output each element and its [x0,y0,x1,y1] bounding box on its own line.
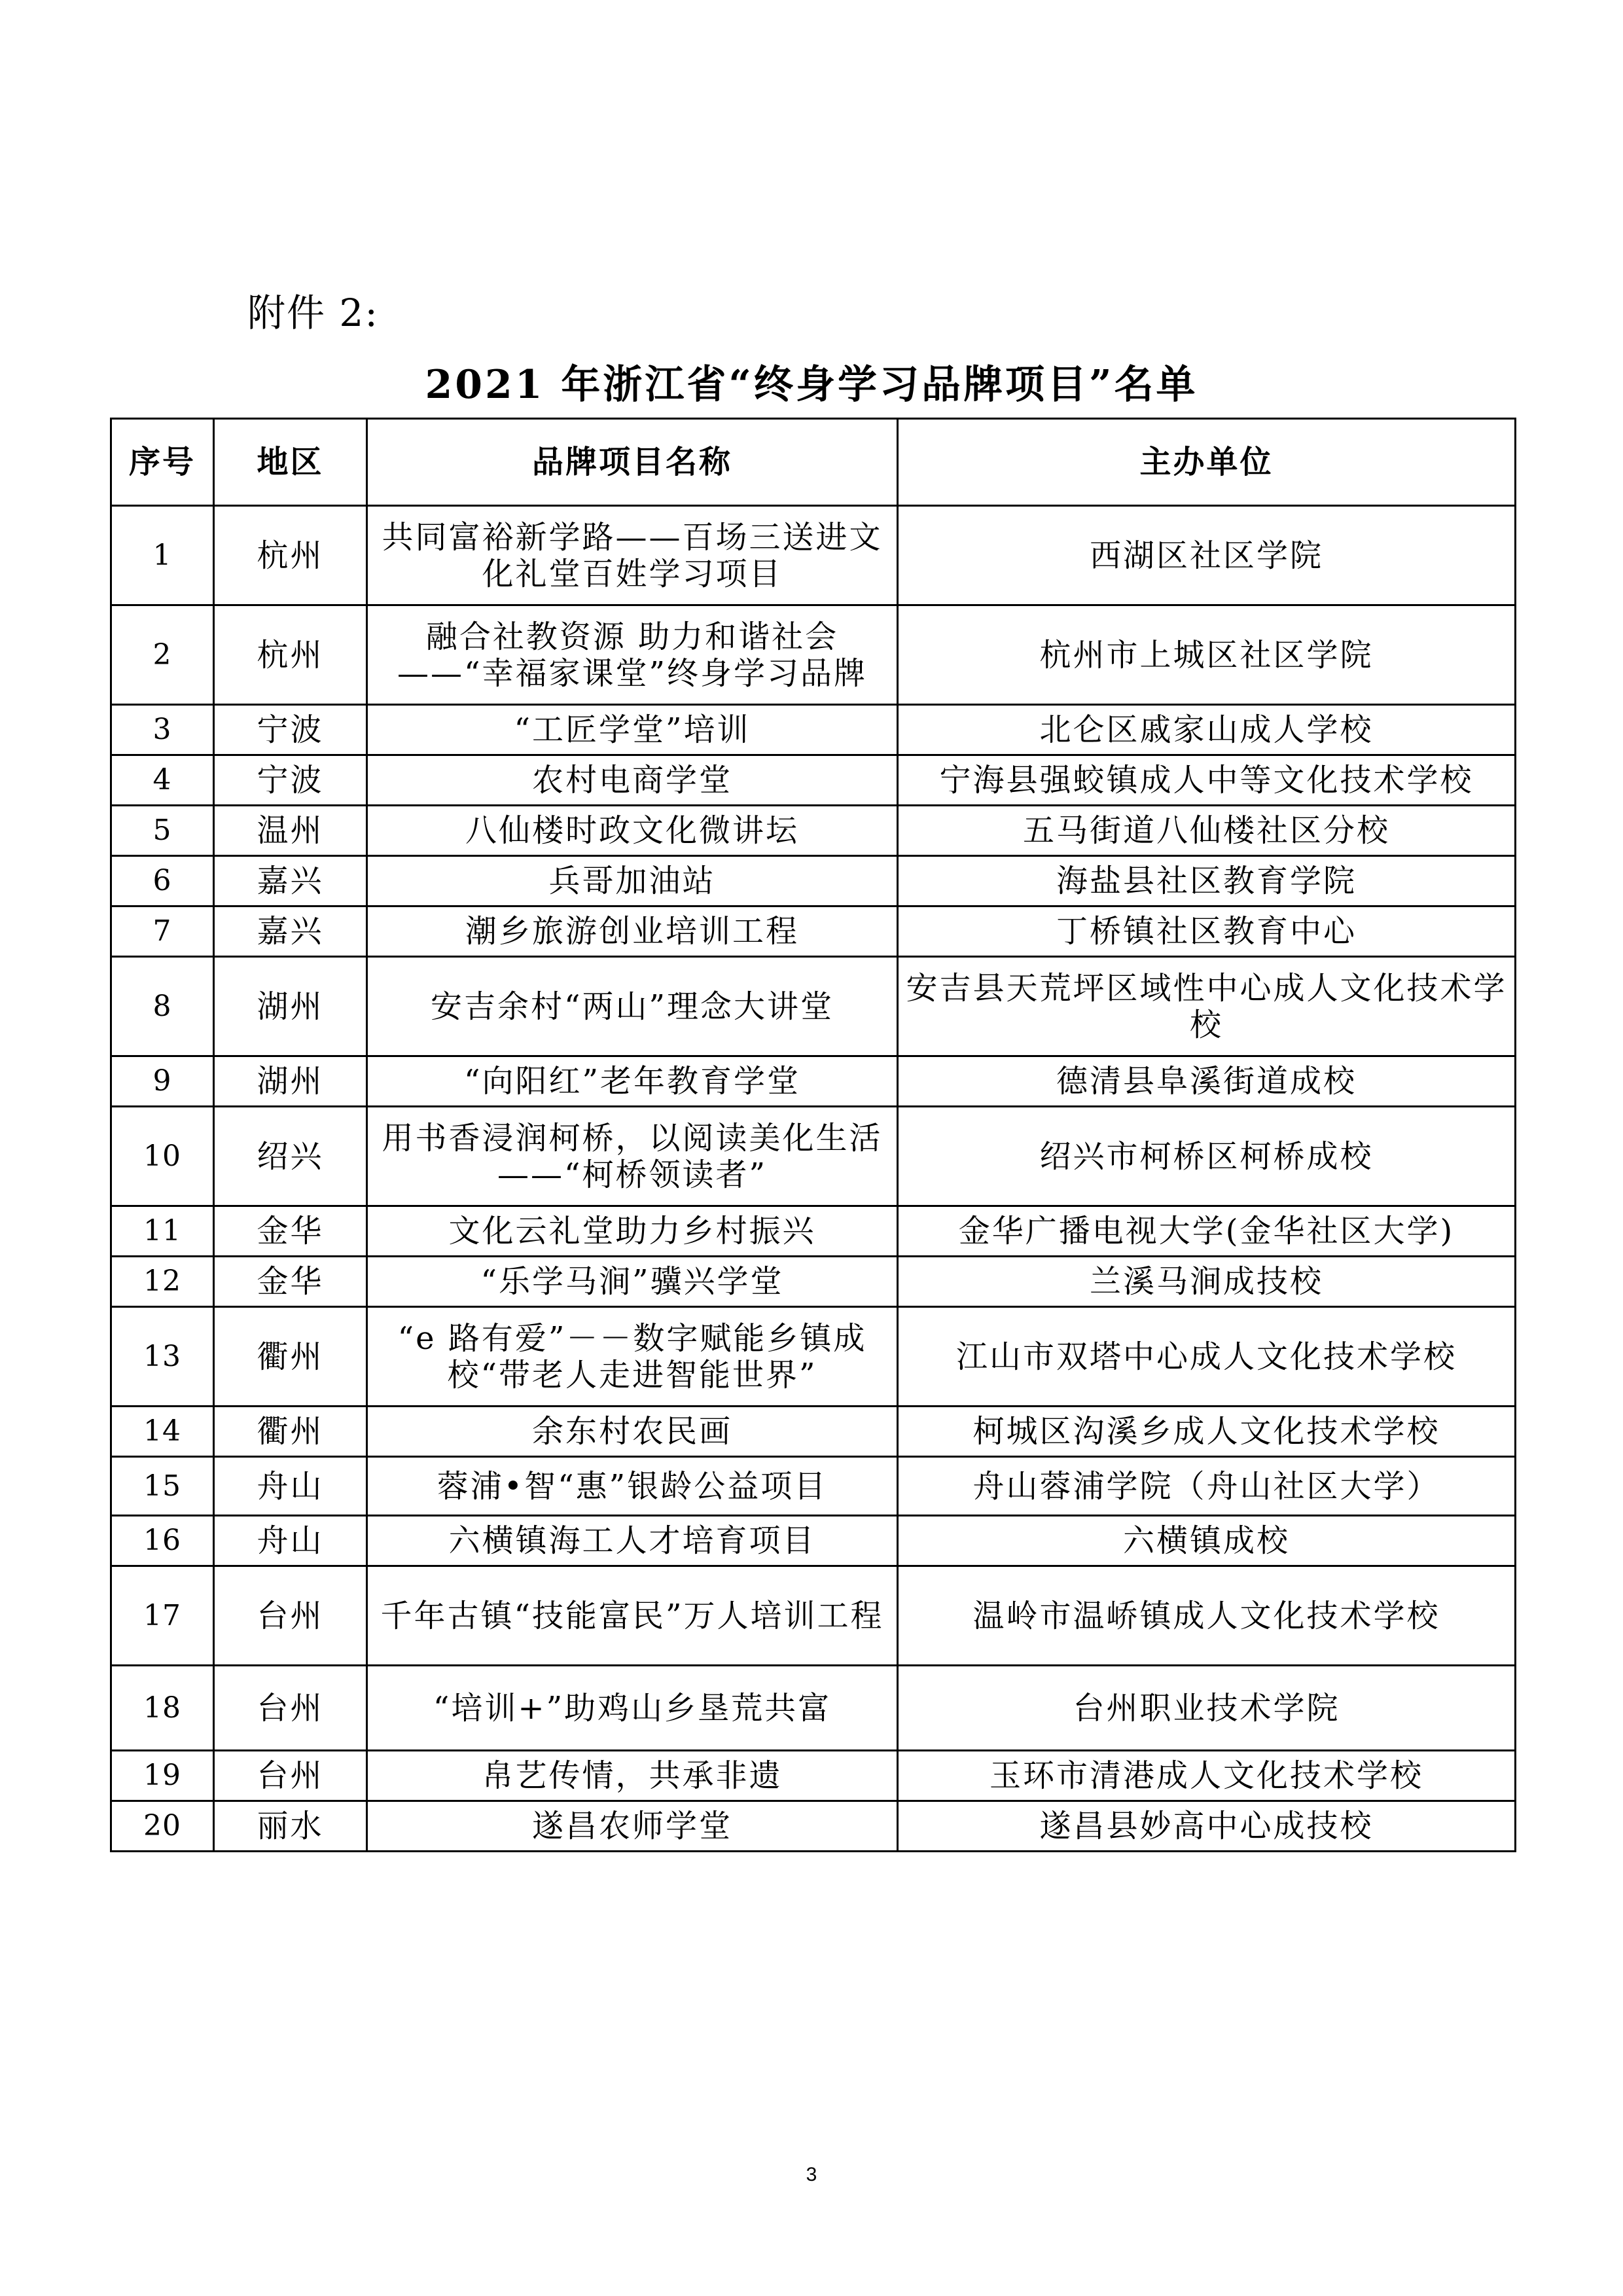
cell-region: 舟山 [214,1457,367,1516]
cell-project-name: 融合社教资源 助力和谐社会——“幸福家课堂”终身学习品牌 [367,605,898,705]
cell-project-name: “向阳红”老年教育学堂 [367,1056,898,1107]
cell-region: 舟山 [214,1516,367,1566]
cell-project-name: 八仙楼时政文化微讲坛 [367,806,898,856]
table-row [111,1751,1516,1801]
cell-organizer: 海盐县社区教育学院 [898,856,1516,906]
table-row [111,856,1516,906]
table-header-row [111,419,1516,506]
table-row [111,705,1516,755]
table-row [111,1566,1516,1666]
cell-index: 20 [111,1801,214,1852]
table-row [111,806,1516,856]
cell-region: 衢州 [214,1307,367,1407]
cell-index: 12 [111,1257,214,1307]
cell-project-name: 余东村农民画 [367,1407,898,1457]
cell-region: 金华 [214,1257,367,1307]
cell-index: 3 [111,705,214,755]
cell-project-name: 共同富裕新学路——百场三送进文化礼堂百姓学习项目 [367,506,898,605]
cell-project-name: 潮乡旅游创业培训工程 [367,906,898,957]
table-row [111,1457,1516,1516]
table-row [111,1407,1516,1457]
cell-organizer: 杭州市上城区社区学院 [898,605,1516,705]
cell-index: 7 [111,906,214,957]
table-row [111,1257,1516,1307]
cell-region: 丽水 [214,1801,367,1852]
table-row [111,506,1516,605]
cell-region: 湖州 [214,1056,367,1107]
cell-region: 湖州 [214,957,367,1056]
cell-project-name: “工匠学堂”培训 [367,705,898,755]
cell-project-name: 文化云礼堂助力乡村振兴 [367,1206,898,1257]
cell-region: 台州 [214,1566,367,1666]
cell-index: 2 [111,605,214,705]
cell-project-name: “培训+”助鸡山乡垦荒共富 [367,1666,898,1751]
cell-index: 9 [111,1056,214,1107]
cell-region: 衢州 [214,1407,367,1457]
cell-index: 8 [111,957,214,1056]
cell-region: 台州 [214,1751,367,1801]
cell-organizer: 柯城区沟溪乡成人文化技术学校 [898,1407,1516,1457]
table-row [111,1107,1516,1206]
cell-organizer: 台州职业技术学院 [898,1666,1516,1751]
table-row [111,957,1516,1056]
cell-index: 15 [111,1457,214,1516]
cell-project-name: “乐学马涧”骥兴学堂 [367,1257,898,1307]
cell-index: 18 [111,1666,214,1751]
table-row [111,1516,1516,1566]
cell-index: 16 [111,1516,214,1566]
cell-organizer: 玉环市清港成人文化技术学校 [898,1751,1516,1801]
cell-region: 杭州 [214,506,367,605]
cell-project-name: 用书香浸润柯桥，以阅读美化生活——“柯桥领读者” [367,1107,898,1206]
cell-region: 宁波 [214,705,367,755]
cell-index: 6 [111,856,214,906]
cell-organizer: 遂昌县妙高中心成技校 [898,1801,1516,1852]
cell-index: 5 [111,806,214,856]
attachment-label: 附件 2: [247,291,379,335]
header-project-name: 品牌项目名称 [367,419,898,506]
cell-project-name: 蓉浦•智“惠”银龄公益项目 [367,1457,898,1516]
cell-index: 13 [111,1307,214,1407]
cell-index: 14 [111,1407,214,1457]
table-row [111,755,1516,806]
cell-region: 嘉兴 [214,856,367,906]
cell-organizer: 六横镇成校 [898,1516,1516,1566]
cell-project-name: 千年古镇“技能富民”万人培训工程 [367,1566,898,1666]
cell-region: 杭州 [214,605,367,705]
table-row [111,1666,1516,1751]
cell-organizer: 绍兴市柯桥区柯桥成校 [898,1107,1516,1206]
table-row [111,1801,1516,1852]
cell-project-name: 帛艺传情，共承非遗 [367,1751,898,1801]
cell-project-name: 遂昌农师学堂 [367,1801,898,1852]
header-organizer: 主办单位 [898,419,1516,506]
cell-region: 绍兴 [214,1107,367,1206]
table-row [111,1206,1516,1257]
cell-organizer: 江山市双塔中心成人文化技术学校 [898,1307,1516,1407]
table-row [111,906,1516,957]
cell-index: 10 [111,1107,214,1206]
cell-index: 1 [111,506,214,605]
cell-project-name: 六横镇海工人才培育项目 [367,1516,898,1566]
cell-region: 金华 [214,1206,367,1257]
cell-organizer: 德清县阜溪街道成校 [898,1056,1516,1107]
document-title: 2021 年浙江省“终身学习品牌项目”名单 [425,362,1198,408]
cell-region: 台州 [214,1666,367,1751]
cell-organizer: 安吉县天荒坪区域性中心成人文化技术学校 [898,957,1516,1056]
cell-organizer: 西湖区社区学院 [898,506,1516,605]
brand-project-table [110,418,1516,1852]
cell-project-name: “e 路有爱”－－数字赋能乡镇成校“带老人走进智能世界” [367,1307,898,1407]
cell-organizer: 兰溪马涧成技校 [898,1257,1516,1307]
cell-project-name: 农村电商学堂 [367,755,898,806]
cell-organizer: 北仑区戚家山成人学校 [898,705,1516,755]
table-row [111,1307,1516,1407]
cell-region: 温州 [214,806,367,856]
cell-organizer: 舟山蓉浦学院（舟山社区大学） [898,1457,1516,1516]
cell-organizer: 五马街道八仙楼社区分校 [898,806,1516,856]
page-number: 3 [806,2164,817,2185]
cell-organizer: 温岭市温峤镇成人文化技术学校 [898,1566,1516,1666]
cell-region: 嘉兴 [214,906,367,957]
cell-organizer: 金华广播电视大学(金华社区大学) [898,1206,1516,1257]
cell-organizer: 宁海县强蛟镇成人中等文化技术学校 [898,755,1516,806]
cell-index: 17 [111,1566,214,1666]
cell-index: 4 [111,755,214,806]
table-row [111,605,1516,705]
cell-project-name: 兵哥加油站 [367,856,898,906]
cell-organizer: 丁桥镇社区教育中心 [898,906,1516,957]
cell-index: 11 [111,1206,214,1257]
cell-index: 19 [111,1751,214,1801]
table-row [111,1056,1516,1107]
cell-region: 宁波 [214,755,367,806]
header-index: 序号 [111,419,214,506]
table-body [111,506,1516,1852]
header-region: 地区 [214,419,367,506]
cell-project-name: 安吉余村“两山”理念大讲堂 [367,957,898,1056]
